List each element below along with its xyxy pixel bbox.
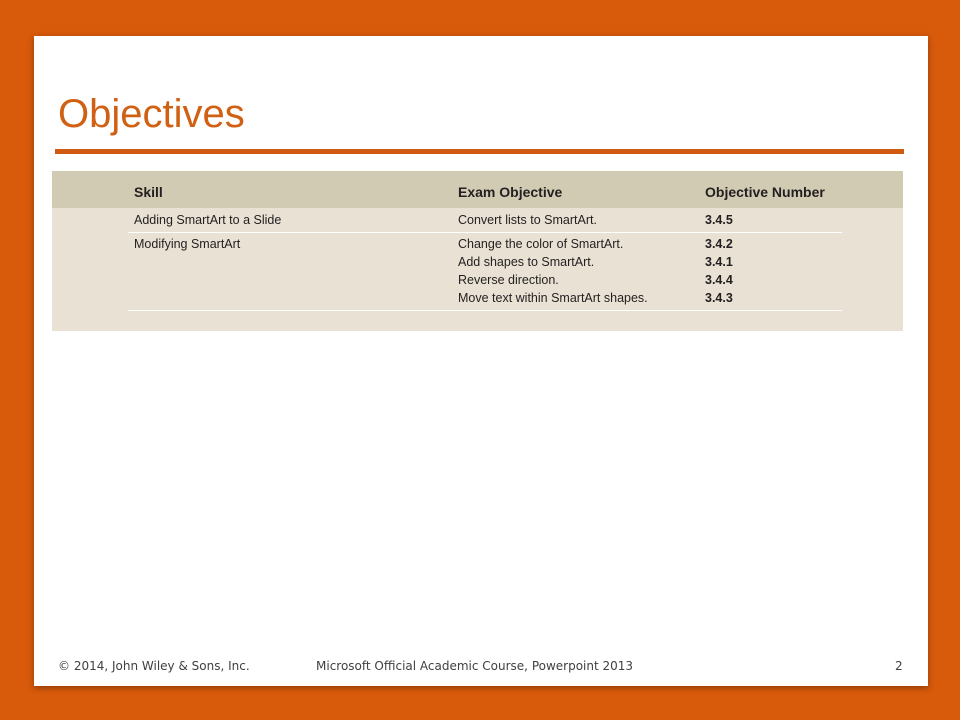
row2-objective-2: Add shapes to SmartArt.	[458, 255, 595, 269]
slide-title: Objectives	[58, 92, 245, 136]
row2-number-3: 3.4.4	[705, 273, 733, 287]
objectives-table	[52, 171, 903, 331]
title-divider	[55, 149, 904, 154]
slide-number: 2	[895, 659, 903, 673]
header-skill: Skill	[134, 184, 163, 200]
row-divider	[128, 232, 842, 233]
header-objective-number: Objective Number	[705, 184, 825, 200]
slide	[34, 36, 928, 686]
footer-course: Microsoft Official Academic Course, Powerpoint 2013	[316, 659, 634, 673]
row2-skill: Modifying SmartArt	[134, 237, 241, 251]
row2-number-4: 3.4.3	[705, 291, 733, 305]
row1-skill: Adding SmartArt to a Slide	[134, 213, 282, 227]
row2-objective-1: Change the color of SmartArt.	[458, 237, 624, 251]
row1-objective-1: Convert lists to SmartArt.	[458, 213, 597, 227]
row-divider	[128, 310, 842, 311]
row2-number-1: 3.4.2	[705, 237, 733, 251]
footer-copyright: © 2014, John Wiley & Sons, Inc.	[58, 659, 250, 673]
row2-number-2: 3.4.1	[705, 255, 733, 269]
row1-number-1: 3.4.5	[705, 213, 733, 227]
row2-objective-3: Reverse direction.	[458, 273, 559, 287]
header-exam-objective: Exam Objective	[458, 184, 563, 200]
row2-objective-4: Move text within SmartArt shapes.	[458, 291, 648, 305]
